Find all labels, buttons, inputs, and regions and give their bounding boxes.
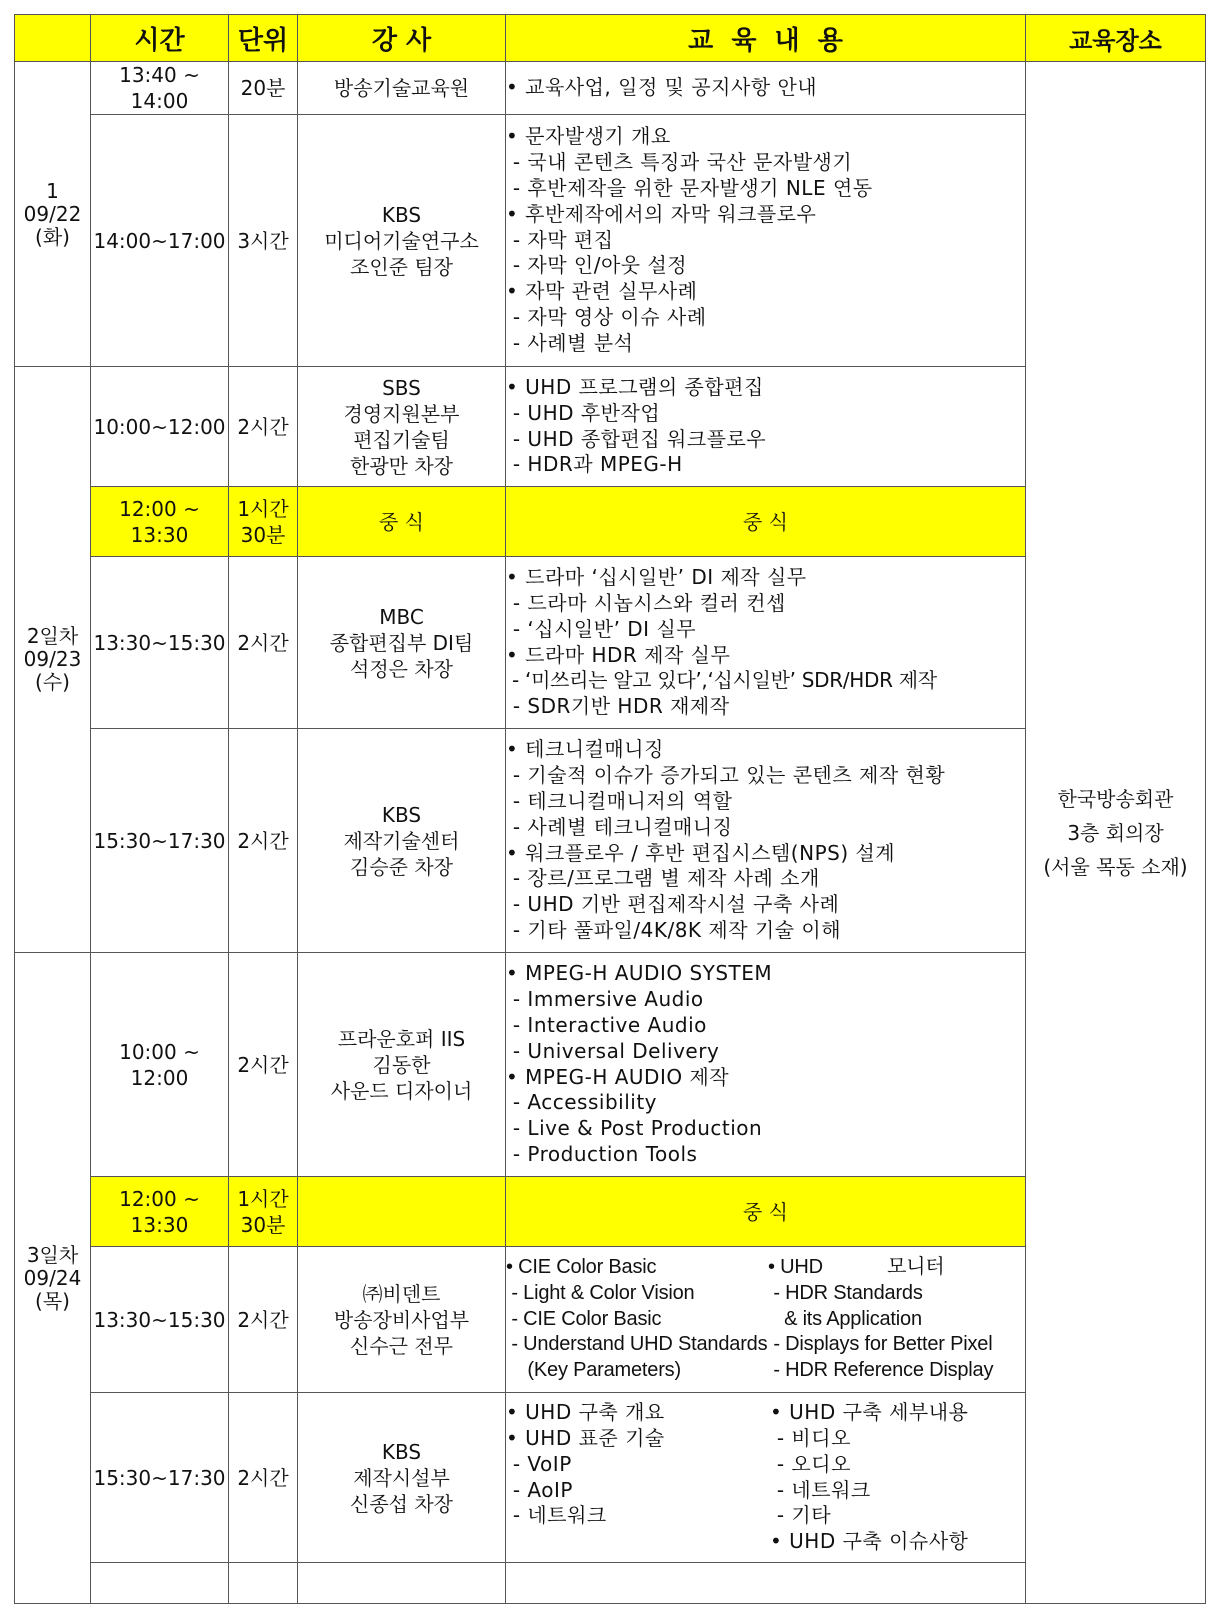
content-line: • 워크플로우 / 후반 편집시스템(NPS) 설계 [506, 840, 896, 865]
session-content [506, 729, 1026, 953]
content-line: & its Application [768, 1307, 922, 1330]
content-line: - ‘미쓰리는 알고 있다’,‘십시일반’ SDR/HDR 제작 [506, 668, 937, 693]
day-label [15, 953, 91, 1604]
content-line: • MPEG-H AUDIO SYSTEM [506, 961, 773, 986]
instructor-line: 종합편집부 DI팀 [329, 630, 474, 655]
content-line: • UHD 프로그램의 종합편집 [506, 374, 764, 399]
day-weekday: (수) [35, 670, 70, 694]
content-line: - Understand UHD Standards [506, 1333, 768, 1356]
content-line: - HDR Standards [768, 1281, 923, 1304]
content-line: • UHD 구축 이슈사항 [770, 1529, 969, 1554]
instructor-line: 제작시설부 [353, 1465, 450, 1490]
day-number: 3일차 [26, 1242, 79, 1267]
content-line: - 후반제작을 위한 문자발생기 NLE 연동 [506, 176, 873, 200]
place-line: (서울 목동 소재) [1043, 854, 1188, 879]
content-line: - Production Tools [506, 1141, 698, 1166]
header-row [15, 15, 1206, 62]
instructor-line: 김승준 차장 [350, 854, 453, 879]
unit-line: 30분 [240, 1212, 286, 1237]
session-content [506, 953, 1026, 1177]
instructor-line: SBS [382, 375, 421, 400]
content-columns [506, 1255, 1025, 1384]
instructor-line: KBS [381, 1439, 422, 1464]
content-line: - HDR Reference Display [768, 1359, 994, 1382]
session-time: 14:00~17:00 [91, 115, 229, 367]
content-line: • 드라마 HDR 제작 실무 [506, 642, 731, 667]
education-place [1026, 62, 1206, 1604]
content-line: (Key Parameters) [506, 1359, 681, 1382]
session-time: 13:40 ~ 14:00 [91, 62, 229, 115]
day-date: 09/24 [23, 1265, 82, 1290]
instructor-line: 신종섭 차장 [350, 1491, 453, 1516]
session-instructor [298, 1393, 506, 1563]
content-line: - 오디오 [770, 1451, 851, 1476]
content-line: - Light & Color Vision [506, 1281, 695, 1304]
content-line: - 드라마 시놉시스와 컬러 컨셉 [506, 590, 786, 615]
session-instructor [298, 729, 506, 953]
content-line: - 자막 영상 이슈 사례 [506, 304, 707, 329]
session-unit [229, 1177, 298, 1247]
content-line: - Immersive Audio [506, 987, 704, 1012]
instructor-line: KBS [381, 802, 422, 827]
content-line: • 후반제작에서의 자막 워크플로우 [506, 201, 817, 226]
content-line: - HDR과 MPEG-H [506, 452, 683, 477]
content-column-left [506, 1400, 768, 1555]
content-line: - SDR기반 HDR 재제작 [506, 694, 730, 719]
instructor-line: 석정은 차장 [350, 656, 453, 681]
session-content [506, 487, 1026, 557]
empty-cell [229, 1563, 298, 1604]
session-instructor [298, 487, 506, 557]
session-instructor [298, 115, 506, 367]
day-number: 1 [46, 178, 59, 203]
header-place: 교육장소 [1026, 15, 1206, 62]
schedule-table [14, 14, 1206, 1604]
content-line: • 테크니컬매니징 [506, 737, 664, 762]
session-instructor [298, 953, 506, 1177]
content-line: - 네트워크 [770, 1477, 871, 1502]
session-unit: 2시간 [229, 367, 298, 487]
instructor-line: 미디어기술연구소 [324, 228, 479, 253]
instructor-line: 프라운호퍼 IIS [337, 1026, 466, 1051]
content-line: - ‘십시일반’ DI 실무 [506, 616, 697, 641]
instructor-line: 경영지원본부 [343, 401, 460, 426]
session-instructor [298, 367, 506, 487]
instructor-line: 사운드 디자이너 [330, 1078, 473, 1103]
content-line: • UHD 구축 세부내용 [770, 1400, 969, 1425]
empty-cell [506, 1563, 1026, 1604]
content-line: - 기타 풀파일/4K/8K 제작 기술 이해 [506, 917, 842, 942]
session-content [506, 62, 1026, 115]
session-content [506, 1177, 1026, 1247]
content-line: 중 식 [743, 1199, 788, 1224]
instructor-line: 편집기술팀 [353, 427, 450, 452]
content-line: • UHD 구축 개요 [506, 1400, 665, 1425]
table-row [15, 62, 1206, 115]
content-line: - 기타 [770, 1503, 832, 1528]
instructor-line: 조인준 팀장 [350, 254, 453, 279]
unit-line: 1시간 [237, 1186, 289, 1211]
day-label [15, 62, 91, 367]
session-unit: 2시간 [229, 557, 298, 729]
instructor-line: 신수근 전무 [350, 1333, 453, 1358]
content-line: - UHD 기반 편집제작시설 구축 사례 [506, 892, 840, 917]
content-line: - Universal Delivery [506, 1038, 720, 1063]
content-line: - 자막 편집 [506, 227, 614, 252]
content-columns [506, 1400, 1025, 1555]
content-line: - AoIP [506, 1477, 573, 1502]
content-line: - 테크니컬매니저의 역할 [506, 788, 733, 813]
instructor-line: ㈜비덴트 [362, 1281, 441, 1306]
content-column-right [768, 1400, 968, 1555]
instructor-line: 한광만 차장 [350, 453, 453, 478]
content-line: • 자막 관련 실무사례 [506, 279, 698, 304]
content-line: - Displays for Better Pixel [768, 1333, 993, 1356]
day-number: 2일차 [26, 624, 79, 648]
content-line: - CIE Color Basic [506, 1307, 662, 1330]
unit-line: 30분 [240, 522, 286, 547]
content-line: • 교육사업, 일정 및 공지사항 안내 [506, 75, 818, 100]
header-unit: 단위 [229, 15, 298, 62]
session-time: 10:00~12:00 [91, 367, 229, 487]
unit-line: 1시간 [237, 496, 289, 521]
session-time: 15:30~17:30 [91, 729, 229, 953]
content-line: 중 식 [743, 509, 788, 534]
content-line: • 문자발생기 개요 [506, 124, 671, 149]
content-line: - 장르/프로그램 별 제작 사례 소개 [506, 866, 820, 891]
content-line: - VoIP [506, 1451, 572, 1476]
instructor-line: 제작기술센터 [343, 828, 460, 853]
session-content [506, 115, 1026, 367]
instructor-line: 방송기술교육원 [333, 76, 470, 100]
content-line: • MPEG-H AUDIO 제작 [506, 1064, 730, 1089]
day-weekday: (목) [35, 1288, 70, 1313]
session-instructor [298, 1177, 506, 1247]
content-line: - 비디오 [770, 1425, 851, 1450]
session-time: 12:00 ~ 13:30 [91, 487, 229, 557]
session-time: 13:30~15:30 [91, 1247, 229, 1393]
empty-cell [298, 1563, 506, 1604]
content-line: • 드라마 ‘십시일반’ DI 제작 실무 [506, 565, 807, 590]
header-time: 시간 [91, 15, 229, 62]
session-time: 13:30~15:30 [91, 557, 229, 729]
session-instructor [298, 557, 506, 729]
session-content [506, 1393, 1026, 1563]
content-line: • CIE Color Basic [506, 1256, 657, 1278]
content-line: - Live & Post Production [506, 1116, 763, 1141]
content-line: - UHD 후반작업 [506, 400, 661, 425]
session-unit: 2시간 [229, 1247, 298, 1393]
instructor-line: MBC [379, 604, 424, 629]
session-unit: 2시간 [229, 729, 298, 953]
content-column-left [506, 1255, 768, 1384]
content-line: - 국내 콘텐츠 특징과 국산 문자발생기 [506, 150, 853, 175]
header-instructor: 강 사 [298, 15, 506, 62]
content-line: - Interactive Audio [506, 1012, 707, 1037]
session-content [506, 367, 1026, 487]
content-line: - 사례별 분석 [506, 330, 634, 355]
instructor-line: 김동한 [372, 1052, 431, 1077]
session-content [506, 557, 1026, 729]
session-unit [229, 487, 298, 557]
session-time: 15:30~17:30 [91, 1393, 229, 1563]
place-line: 한국방송회관 [1057, 786, 1174, 811]
day-date: 09/23 [23, 647, 82, 671]
header-blank [15, 15, 91, 62]
content-line: • UHD 모니터 [768, 1256, 945, 1278]
session-unit: 20분 [229, 62, 298, 115]
session-instructor [298, 1247, 506, 1393]
empty-cell [91, 1563, 229, 1604]
content-line: - 네트워크 [506, 1503, 607, 1528]
place-line: 3층 회의장 [1067, 820, 1164, 845]
session-time: 12:00 ~ 13:30 [91, 1177, 229, 1247]
content-line: - 기술적 이슈가 증가되고 있는 콘텐츠 제작 현황 [506, 763, 946, 788]
content-line: - Accessibility [506, 1090, 657, 1115]
session-unit: 2시간 [229, 953, 298, 1177]
session-instructor [298, 62, 506, 115]
content-line: • UHD 표준 기술 [506, 1425, 665, 1450]
header-content: 교 육 내 용 [506, 15, 1026, 62]
session-unit: 2시간 [229, 1393, 298, 1563]
content-line: - 사례별 테크니컬매니징 [506, 814, 733, 839]
instructor-line: 중 식 [379, 509, 424, 534]
content-line: - 자막 인/아웃 설정 [506, 253, 688, 278]
session-unit: 3시간 [229, 115, 298, 367]
day-label [15, 367, 91, 953]
instructor-line: 방송장비사업부 [333, 1307, 470, 1332]
day-weekday: (화) [35, 224, 70, 249]
session-content [506, 1247, 1026, 1393]
content-column-right [768, 1255, 993, 1384]
instructor-line: KBS [381, 202, 422, 227]
session-time: 10:00 ~ 12:00 [91, 953, 229, 1177]
content-line: - UHD 종합편집 워크플로우 [506, 426, 767, 451]
day-date: 09/22 [23, 201, 82, 226]
